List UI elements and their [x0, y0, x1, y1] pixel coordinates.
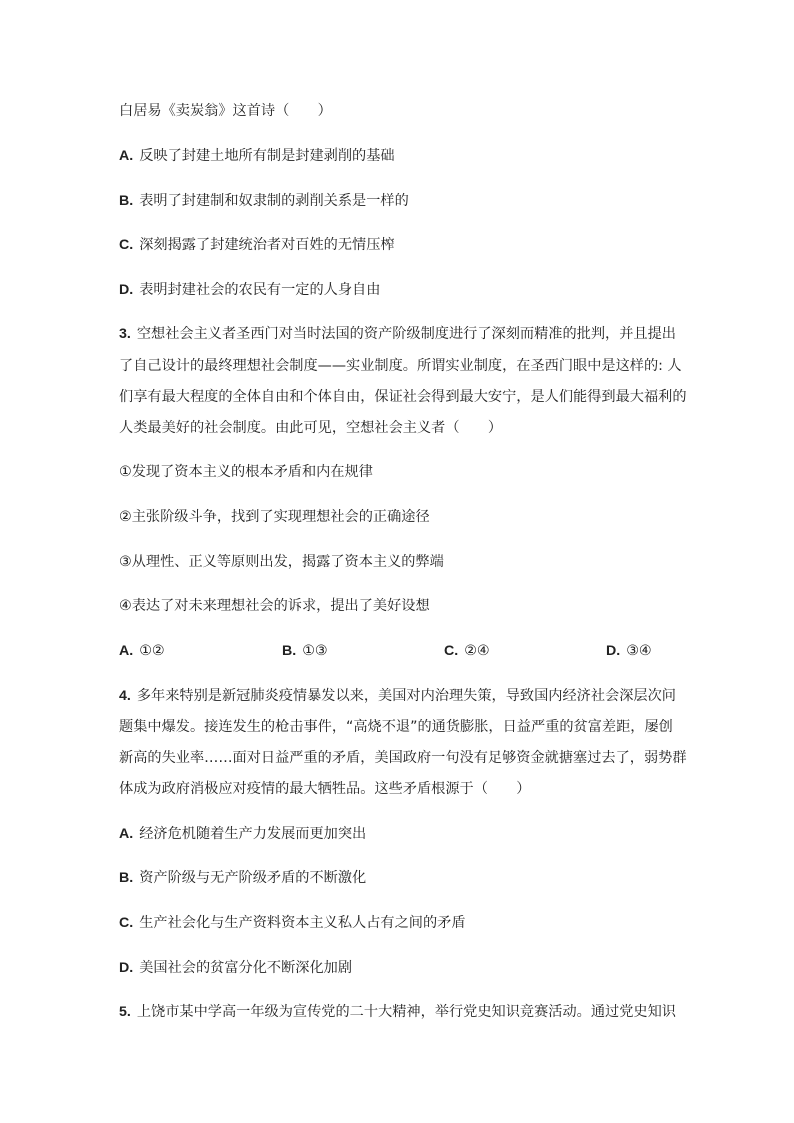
- option-key: A.: [119, 826, 134, 842]
- option-key: D.: [119, 960, 134, 976]
- option-key: C.: [444, 643, 459, 659]
- option-key: C.: [119, 915, 134, 931]
- q3-statement-1: ①发现了资本主义的根本矛盾和内在规律: [119, 464, 373, 480]
- q3-statement-4: ④表达了对未来理想社会的诉求，提出了美好设想: [119, 598, 430, 614]
- q3-option-c: [444, 641, 490, 661]
- stem-text: 空想社会主义者圣西门对当时法国的资产阶级制度进行了深刻而精准的批判，并且提出: [136, 326, 676, 342]
- option-key: D.: [606, 643, 621, 659]
- q5-stem-line-1: [119, 1002, 676, 1022]
- q2-option-a: [119, 146, 395, 166]
- q3-statement-2: ②主张阶级斗争，找到了实现理想社会的正确途径: [119, 509, 430, 525]
- option-text: ①②: [139, 643, 165, 659]
- option-text: ②④: [464, 643, 490, 659]
- q4-option-d: [119, 958, 352, 978]
- option-text: 资产阶级与无产阶级矛盾的不断激化: [139, 870, 367, 886]
- q3-stem-line-3: 们享有最大程度的全体自由和个体自由，保证社会得到最大安宁，是人们能得到最大福利的: [119, 389, 687, 405]
- q3-stem-line-2: 了自己设计的最终理想社会制度——实业制度。所谓实业制度，在圣西门眼中是这样的: 人: [119, 358, 682, 374]
- option-text: 深刻揭露了封建统治者对百姓的无情压榨: [139, 237, 395, 253]
- option-key: B.: [119, 193, 134, 209]
- option-key: A.: [119, 148, 134, 164]
- option-text: 反映了封建土地所有制是封建剥削的基础: [139, 148, 395, 164]
- q3-option-d: [606, 641, 652, 661]
- option-text: 美国社会的贫富分化不断深化加剧: [139, 960, 353, 976]
- q4-option-c: [119, 913, 466, 933]
- question-number: 4.: [119, 688, 131, 704]
- q4-option-a: [119, 824, 366, 844]
- q4-option-b: [119, 868, 366, 888]
- q4-stem-line-3: 新高的失业率……面对日益严重的矛盾，美国政府一句没有足够资金就搪塞过去了，弱势群: [119, 750, 687, 766]
- q3-statement-3: ③从理性、正义等原则出发，揭露了资本主义的弊端: [119, 554, 444, 570]
- q3-option-a: [119, 641, 165, 661]
- q3-option-b: [282, 641, 328, 661]
- option-text: 表明了封建制和奴隶制的剥削关系是一样的: [139, 193, 409, 209]
- option-text: 生产社会化与生产资料资本主义私人占有之间的矛盾: [139, 915, 466, 931]
- option-text: ③④: [626, 643, 652, 659]
- option-text: ①③: [302, 643, 328, 659]
- q3-stem-line-1: [119, 324, 676, 344]
- q4-stem-line-1: [119, 686, 676, 706]
- question-number: 5.: [119, 1004, 131, 1020]
- option-key: B.: [119, 870, 134, 886]
- option-key: A.: [119, 643, 134, 659]
- q3-stem-line-4: 人类最美好的社会制度。由此可见，空想社会主义者（ ）: [119, 420, 503, 436]
- option-text: 经济危机随着生产力发展而更加突出: [139, 826, 367, 842]
- q2-stem: 白居易《卖炭翁》这首诗（ ）: [119, 103, 332, 119]
- option-text: 表明封建社会的农民有一定的人身自由: [139, 282, 381, 298]
- q2-option-b: [119, 191, 409, 211]
- stem-text: 多年来特别是新冠肺炎疫情暴发以来，美国对内治理失策，导致国内经济社会深层次问: [136, 688, 676, 704]
- question-number: 3.: [119, 326, 131, 342]
- q2-option-d: [119, 280, 380, 300]
- option-key: B.: [282, 643, 297, 659]
- q4-stem-line-2: 题集中爆发。接连发生的枪击事件，“高烧不退”的通货膨胀，日益严重的贫富差距，屡创: [119, 719, 673, 735]
- q4-stem-line-4: 体成为政府消极应对疫情的最大牺牲品。这些矛盾根源于（ ）: [119, 781, 531, 797]
- option-key: C.: [119, 237, 134, 253]
- option-key: D.: [119, 282, 134, 298]
- q2-option-c: [119, 235, 395, 255]
- stem-text: 上饶市某中学高一年级为宣传党的二十大精神，举行党史知识竞赛活动。通过党史知识: [136, 1004, 676, 1020]
